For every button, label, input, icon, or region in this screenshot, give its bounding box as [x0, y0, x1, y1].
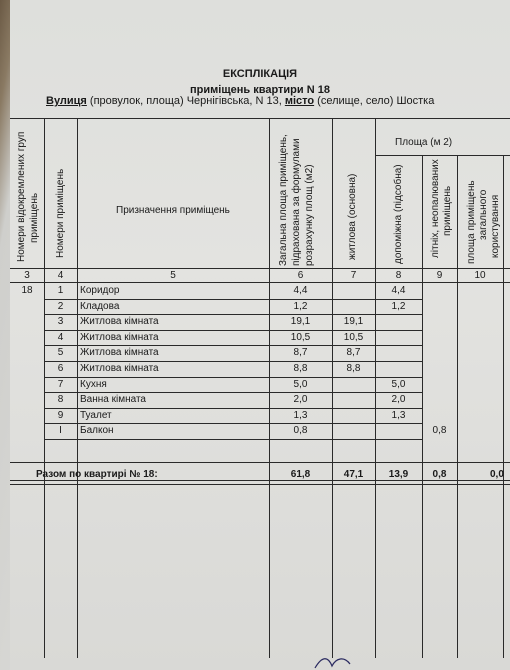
row-purpose: Житлова кімната — [80, 331, 159, 343]
row-purpose: Кухня — [80, 378, 107, 390]
header-col3-line2: приміщень — [29, 192, 40, 243]
row-total-area: 10,5 — [290, 331, 311, 343]
header-col3-line1: Номери відокремлених груп — [16, 131, 27, 262]
col-divider-4-5 — [77, 118, 78, 658]
column-numbers-border — [10, 282, 510, 283]
document-title: ЕКСПЛІКАЦІЯ — [222, 68, 298, 80]
table-top-border — [10, 118, 510, 119]
row-number: 5 — [57, 347, 64, 359]
row-total-area: 1,3 — [293, 409, 308, 421]
row-number: 6 — [57, 363, 64, 374]
street-text: (провулок, площа) Чернігівська, N 13, — [86, 95, 285, 107]
row-purpose: Балкон — [80, 425, 114, 437]
rows-bottom-border — [10, 462, 510, 463]
header-col9-line2: приміщень — [442, 185, 453, 236]
row-aux-area: 4,4 — [391, 285, 406, 296]
totals-aux: 13,9 — [388, 469, 409, 480]
row-total-area: 8,8 — [293, 363, 308, 374]
row-purpose: Житлова кімната — [80, 347, 159, 359]
header-col7: житлова (основна) — [347, 173, 358, 260]
colnum-6: 6 — [297, 270, 304, 281]
totals-living: 47,1 — [343, 469, 364, 480]
header-col5: Призначення приміщень — [116, 205, 230, 216]
row-total-area: 19,1 — [290, 316, 311, 328]
header-col10-line2: загального — [478, 189, 489, 240]
colnum-7: 7 — [350, 270, 357, 281]
area-group-divider — [375, 155, 510, 156]
header-col8: допоміжна (підсобна) — [393, 164, 404, 264]
header-col4: Номери приміщень — [55, 168, 66, 258]
col-divider-10 — [503, 155, 504, 658]
header-col9-line1: літніх, неопалюваних — [430, 159, 441, 258]
row-purpose: Кладова — [80, 300, 120, 312]
row-purpose: Ванна кімната — [80, 394, 146, 406]
row-number: 4 — [57, 331, 64, 343]
row-number: 2 — [57, 300, 64, 312]
row-summer-area: 0,8 — [432, 425, 447, 437]
address-line — [46, 95, 434, 107]
document-subtitle: приміщень квартири N 18 — [190, 84, 330, 96]
row-living-area: 19,1 — [343, 316, 364, 328]
colnum-5: 5 — [170, 270, 176, 281]
header-col6-line2: підрахована за формулами — [291, 138, 302, 266]
col-divider-6-7 — [332, 118, 333, 658]
totals-total: 61,8 — [290, 469, 311, 480]
row-total-area: 8,7 — [293, 347, 308, 359]
col-divider-9-10 — [457, 155, 458, 658]
row-purpose: Житлова кімната — [80, 316, 159, 328]
colnum-8: 8 — [395, 270, 402, 281]
street-label: Вулиця — [46, 95, 87, 107]
row-living-area: 10,5 — [343, 331, 364, 343]
signature-scribble — [310, 650, 370, 670]
totals-label: Разом по квартирі № 18: — [36, 469, 158, 480]
row-purpose: Житлова кімната — [80, 363, 159, 374]
city-label: місто — [284, 95, 315, 107]
row-group: 18 — [21, 285, 33, 296]
row-aux-area: 2,0 — [391, 394, 406, 406]
header-col10-line3: користування — [490, 194, 501, 258]
header-col6-line1: Загальна площа приміщень, — [278, 134, 289, 266]
header-col6-line3: розрахунку площ (м2) — [304, 164, 315, 266]
row-purpose: Туалет — [80, 409, 112, 421]
row-purpose: Коридор — [80, 285, 120, 296]
row-number: 8 — [57, 394, 64, 406]
row-living-area: 8,8 — [346, 363, 361, 374]
row-number: I — [59, 425, 62, 437]
row-total-area: 2,0 — [293, 394, 308, 406]
row-number: 7 — [57, 378, 64, 390]
colnum-10: 10 — [474, 270, 486, 281]
colnum-9: 9 — [436, 270, 443, 281]
totals-bottom-border-2 — [10, 484, 510, 485]
row-aux-area: 5,0 — [391, 378, 406, 390]
header-area-group: Площа (м 2) — [395, 137, 453, 148]
row-number: 3 — [57, 316, 64, 328]
col-divider-8-9 — [422, 155, 423, 658]
row-number: 1 — [57, 285, 64, 296]
colnum-4: 4 — [57, 270, 64, 281]
header-col10-line1: площа приміщень — [466, 180, 477, 264]
row-total-area: 4,4 — [293, 285, 308, 296]
totals-summer: 0,8 — [432, 469, 447, 480]
totals-common: 0,0 — [490, 469, 504, 480]
row-total-area: 0,8 — [293, 425, 308, 437]
row-number: 9 — [57, 409, 64, 421]
document-sheet — [10, 0, 510, 670]
colnum-3: 3 — [24, 270, 30, 281]
row-total-area: 5,0 — [293, 378, 308, 390]
row-aux-area: 1,3 — [391, 409, 406, 421]
city-text: (селище, село) Шостка — [314, 95, 435, 107]
row-total-area: 1,2 — [293, 300, 308, 312]
row-divider — [44, 439, 422, 440]
row-aux-area: 1,2 — [391, 300, 406, 312]
row-living-area: 8,7 — [346, 347, 361, 359]
